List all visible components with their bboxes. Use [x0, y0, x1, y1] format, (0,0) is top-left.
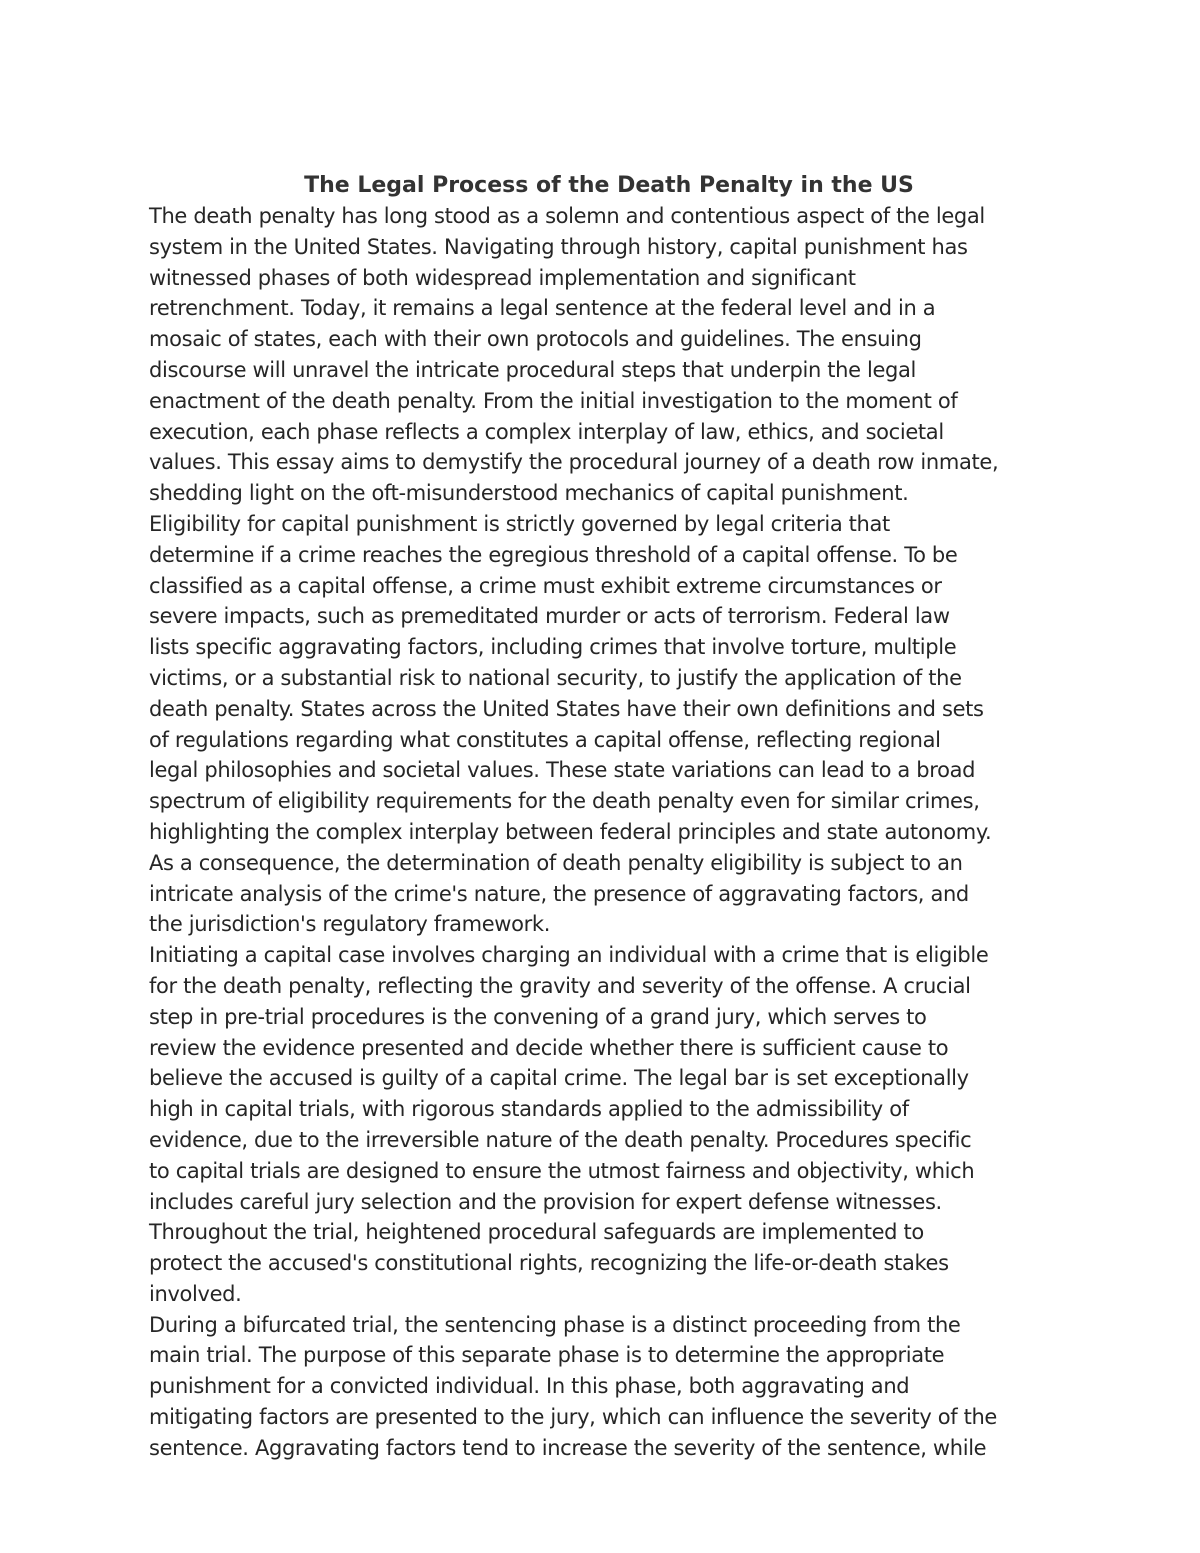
text-line: Initiating a capital case involves charging an individual with a crime that is eligible	[149, 943, 989, 968]
text-line: main trial. The purpose of this separate phase is to determine the appropriate	[149, 1343, 945, 1368]
text-line: As a consequence, the determination of death penalty eligibility is subject to an	[149, 850, 963, 875]
paragraph-sentencing	[149, 1310, 1069, 1464]
text-line: legal philosophies and societal values. These state variations can lead to a broad	[149, 758, 976, 783]
text-line: determine if a crime reaches the egregious threshold of a capital offense. To be	[149, 542, 958, 567]
text-line: step in pre-trial procedures is the convening of a grand jury, which serves to	[149, 1004, 927, 1029]
text-line: shedding light on the oft-misunderstood mechanics of capital punishment.	[149, 481, 909, 506]
text-line: intricate analysis of the crime's nature, the presence of aggravating factors, and	[149, 881, 969, 906]
text-line: system in the United States. Navigating through history, capital punishment has	[149, 234, 968, 259]
text-line: involved.	[149, 1281, 242, 1306]
text-line: review the evidence presented and decide whether there is sufficient cause to	[149, 1035, 949, 1060]
text-line: protect the accused's constitutional rights, recognizing the life-or-death stakes	[149, 1251, 949, 1276]
paragraph-capital-case	[149, 940, 1069, 1310]
document-title: The Legal Process of the Death Penalty in the US	[304, 173, 914, 198]
text-line: Eligibility for capital punishment is strictly governed by legal criteria that	[149, 511, 890, 536]
text-line: During a bifurcated trial, the sentencing phase is a distinct proceeding from the	[149, 1312, 961, 1337]
text-line: highlighting the complex interplay between federal principles and state autonomy.	[149, 819, 992, 844]
text-line: evidence, due to the irreversible nature of the death penalty. Procedures specific	[149, 1127, 972, 1152]
text-line: retrenchment. Today, it remains a legal sentence at the federal level and in a	[149, 296, 936, 321]
text-line: mitigating factors are presented to the jury, which can influence the severity of the	[149, 1405, 998, 1430]
document-body	[149, 170, 1069, 1464]
text-line: severe impacts, such as premeditated murder or acts of terrorism. Federal law	[149, 604, 950, 629]
text-line: high in capital trials, with rigorous standards applied to the admissibility of	[149, 1097, 909, 1122]
text-line: victims, or a substantial risk to national security, to justify the application of the	[149, 665, 962, 690]
text-line: of regulations regarding what constitutes a capital offense, reflecting regional	[149, 727, 941, 752]
paragraph-introduction	[149, 201, 1069, 509]
text-line: sentence. Aggravating factors tend to increase the severity of the sentence, while	[149, 1435, 987, 1460]
paragraph-eligibility	[149, 509, 1069, 940]
text-line: includes careful jury selection and the provision for expert defense witnesses.	[149, 1189, 942, 1214]
text-line: execution, each phase reflects a complex interplay of law, ethics, and societal	[149, 419, 944, 444]
text-line: mosaic of states, each with their own protocols and guidelines. The ensuing	[149, 327, 922, 352]
text-line: Throughout the trial, heightened procedural safeguards are implemented to	[149, 1220, 924, 1245]
text-line: discourse will unravel the intricate procedural steps that underpin the legal	[149, 357, 917, 382]
text-line: to capital trials are designed to ensure the utmost fairness and objectivity, which	[149, 1158, 975, 1183]
text-line: punishment for a convicted individual. In this phase, both aggravating and	[149, 1374, 910, 1399]
text-line: spectrum of eligibility requirements for the death penalty even for similar crimes,	[149, 789, 980, 814]
text-line: believe the accused is guilty of a capital crime. The legal bar is set exceptionally	[149, 1066, 969, 1091]
text-line: The death penalty has long stood as a solemn and contentious aspect of the legal	[149, 204, 985, 228]
text-line: values. This essay aims to demystify the procedural journey of a death row inmate,	[149, 450, 999, 475]
text-line: enactment of the death penalty. From the initial investigation to the moment of	[149, 388, 958, 413]
text-line: for the death penalty, reflecting the gravity and severity of the offense. A crucial	[149, 973, 971, 998]
text-line: classified as a capital offense, a crime must exhibit extreme circumstances or	[149, 573, 942, 598]
text-line: lists specific aggravating factors, including crimes that involve torture, multiple	[149, 635, 957, 660]
text-line: the jurisdiction's regulatory framework.	[149, 912, 551, 937]
text-line: death penalty. States across the United States have their own definitions and sets	[149, 696, 984, 721]
text-line: witnessed phases of both widespread implementation and significant	[149, 265, 856, 290]
